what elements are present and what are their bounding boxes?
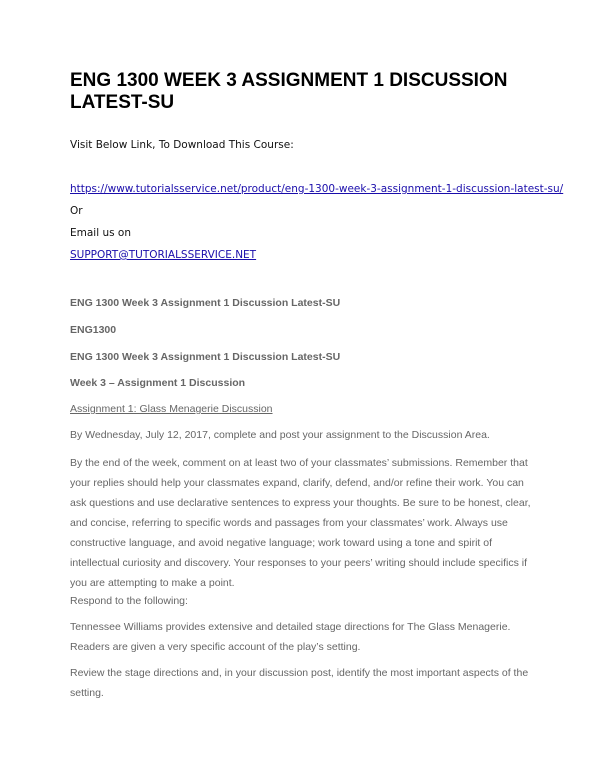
review-paragraph: Review the stage directions and, in your discussion post, identify the most important aspects of the setting. xyxy=(70,667,529,699)
or-text: Or xyxy=(70,205,83,217)
support-email-link[interactable]: SUPPORT@TUTORIALSSERVICE.NET xyxy=(70,249,257,261)
visit-instruction: Visit Below Link, To Download This Course: xyxy=(70,139,294,151)
section-heading: ENG 1300 Week 3 Assignment 1 Discussion Latest-SU xyxy=(70,297,341,309)
course-code: ENG1300 xyxy=(70,324,117,336)
course-link[interactable]: https://www.tutorialsservice.net/product/eng-1300-week-3-assignment-1-discussion-latest-su/ xyxy=(70,183,564,195)
williams-paragraph: Tennessee Williams provides extensive and detailed stage directions for The Glass Menagerie. Readers are given a very specific account of the play’s setting. xyxy=(70,621,511,653)
assignment-title-text: Assignment 1: Glass Menagerie Discussion xyxy=(70,403,273,415)
email-label: Email us on xyxy=(70,227,132,239)
comment-instructions-paragraph: By the end of the week, comment on at least two of your classmates’ submissions. Remember that your replies should help your classmates expand, clarify, defend, and/or refine their work. You can ask questions and use declarative sentences to express your thoughts. Be sure to be honest, clear, and concise, referring to specific words and passages from your classmates’ work. Always use constructive language, and avoid negative language; work toward using a tone and spirit of intellectual curiosity and discovery. Your responses to your peers’ writing should include specifics if you are attempting to make a point. xyxy=(70,457,531,589)
deadline-paragraph: By Wednesday, July 12, 2017, complete and post your assignment to the Discussion Area. xyxy=(70,429,490,441)
document-title: ENG 1300 WEEK 3 ASSIGNMENT 1 DISCUSSION LATEST-SU xyxy=(70,70,508,113)
assignment-title xyxy=(70,399,535,419)
course-link-line xyxy=(70,183,563,195)
respond-prompt: Respond to the following: xyxy=(70,595,188,607)
section-heading-repeat: ENG 1300 Week 3 Assignment 1 Discussion Latest-SU xyxy=(70,351,341,363)
week-heading: Week 3 – Assignment 1 Discussion xyxy=(70,377,246,389)
support-email-line xyxy=(70,249,256,261)
